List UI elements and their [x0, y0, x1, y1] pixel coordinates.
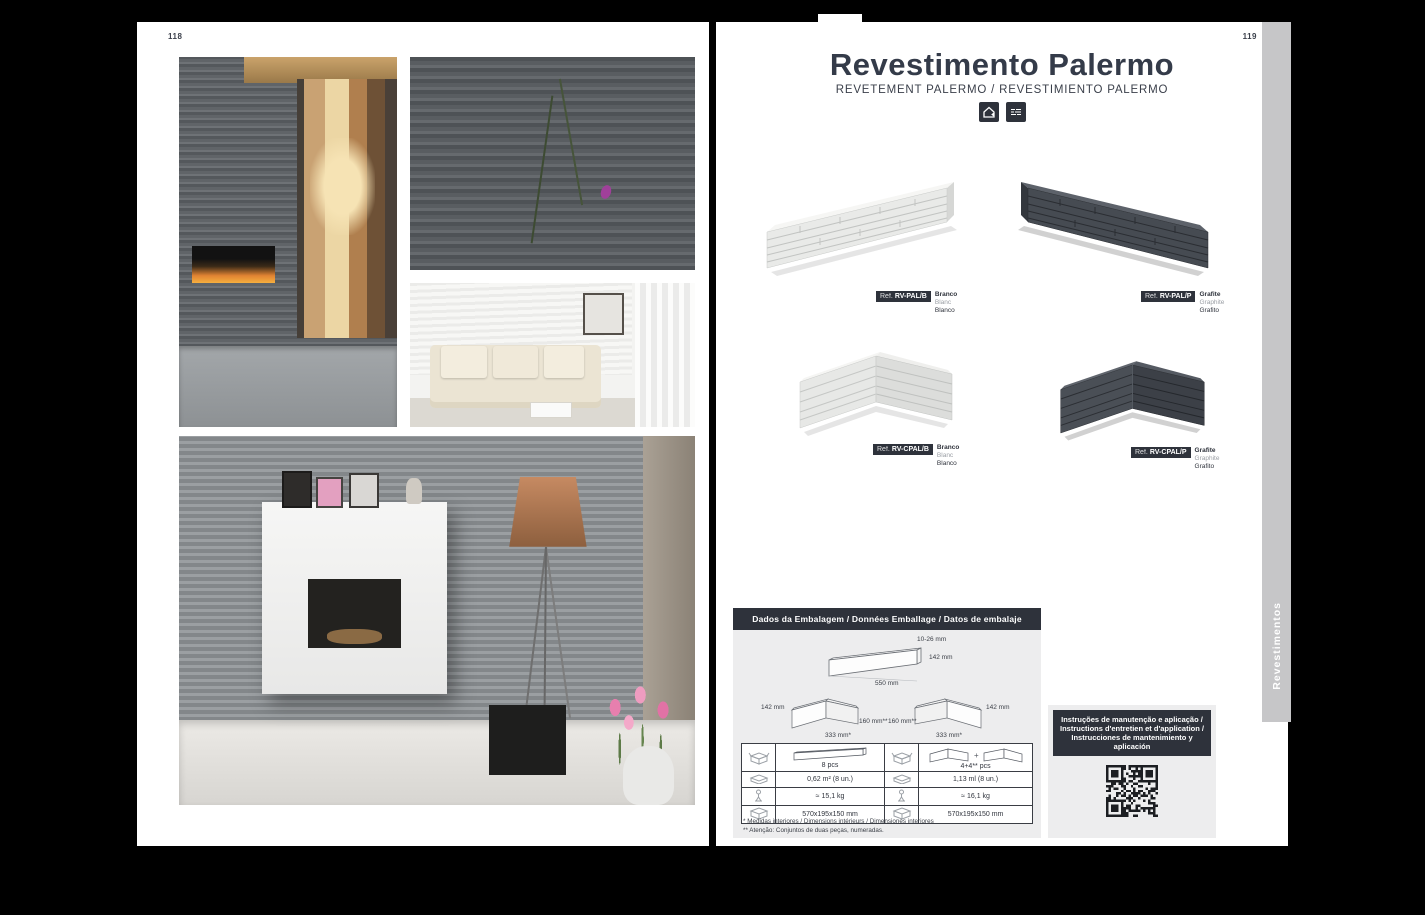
photo-sofa-cushion	[441, 346, 487, 378]
color-es: Grafito	[1199, 307, 1219, 314]
color-names	[1195, 447, 1220, 471]
photo-room-light	[310, 138, 375, 234]
color-es: Grafito	[1194, 463, 1215, 470]
weight-flat	[776, 788, 885, 806]
footnote-dimensions: * Medidas interiores / Dimensions intérieurs / Dimensiones interiores	[743, 818, 934, 825]
product-ref-rv-cpal-b	[873, 444, 959, 468]
weight-corner	[919, 788, 1033, 806]
ref-prefix: Ref.	[880, 293, 893, 300]
page-number-left: 118	[168, 32, 183, 41]
ref-badge	[1131, 447, 1191, 458]
ref-badge	[873, 444, 933, 455]
product-title: Revestimento Palermo	[829, 47, 1175, 82]
photo-sofa-cushion	[493, 346, 539, 378]
diagram-flat-piece	[825, 646, 927, 684]
value-text: ≈ 16,1 kg	[961, 793, 990, 800]
photo-vase	[623, 746, 675, 805]
surface-stack-icon	[884, 772, 918, 788]
color-es: Blanco	[934, 307, 955, 314]
color-pt: Branco	[934, 291, 958, 298]
page-edge-notch	[818, 14, 862, 23]
ref-code: RV-CPAL/P	[1149, 449, 1187, 456]
pieces-per-box-flat	[776, 744, 885, 772]
photo-mantel-frame	[349, 473, 379, 508]
color-names	[937, 444, 959, 468]
dim-flat-height: 142 mm	[929, 654, 953, 661]
catalog-left-page	[137, 22, 709, 846]
product-image-flat-branco	[755, 170, 965, 290]
ref-code: RV-CPAL/B	[891, 446, 929, 453]
color-es: Blanco	[936, 460, 957, 467]
photo-mantel-frame	[316, 477, 343, 509]
coverage-corner	[919, 772, 1033, 788]
photo-fire-logs	[327, 629, 383, 644]
qr-code	[1106, 765, 1158, 817]
ref-badge	[876, 291, 931, 302]
photo-lamp-leg	[544, 547, 548, 720]
photo-sofa-cushion	[544, 346, 584, 378]
photo-black-cube-table	[489, 705, 566, 775]
diagram-corner-left	[788, 696, 862, 732]
photo-fireplace-interior	[179, 57, 397, 427]
page-number-right: 119	[1242, 32, 1257, 41]
dim-flat-length: 550 mm	[875, 680, 899, 687]
table-row	[742, 788, 1033, 806]
weight-scale-icon	[742, 788, 776, 806]
value-text: 4+4** pcs	[960, 763, 991, 770]
product-image-corner-grafite	[1048, 348, 1216, 450]
svg-text:+: +	[973, 751, 979, 760]
dim-corner-height-right: 142 mm	[986, 704, 1010, 711]
footnote-sets: ** Atenção: Conjuntos de duas peças, numeradas.	[743, 827, 884, 834]
photo-fireplace-insert	[192, 246, 275, 283]
open-box-icon	[884, 744, 918, 772]
photo-livingroom-interior	[179, 436, 695, 805]
color-fr: Graphite	[1194, 455, 1220, 462]
dim-corner-length-left: 333 mm*	[825, 732, 852, 739]
packaging-data-card	[733, 608, 1041, 838]
color-fr: Graphite	[1199, 299, 1225, 306]
photo-mantel-frame	[282, 471, 312, 508]
dim-flat-thickness: 10-26 mm	[917, 636, 947, 643]
dim-corner-depth-left: 160 mm**	[859, 718, 888, 725]
photo-orchid-detail	[410, 57, 695, 270]
product-ref-rv-pal-p	[1141, 291, 1224, 315]
color-fr: Blanc	[936, 452, 954, 459]
ref-badge	[1141, 291, 1195, 302]
catalog-right-page	[716, 22, 1288, 846]
color-pt: Grafite	[1194, 447, 1216, 454]
cladding-texture-icon	[1006, 102, 1026, 122]
ref-prefix: Ref.	[1145, 293, 1158, 300]
usage-icons	[716, 102, 1288, 122]
weight-scale-icon	[884, 788, 918, 806]
product-image-flat-grafite	[1010, 170, 1220, 290]
product-ref-rv-pal-b	[876, 291, 957, 315]
photo-wall-frame	[583, 293, 624, 334]
ref-prefix: Ref.	[1135, 449, 1148, 456]
value-text: 570x195x150 mm	[802, 811, 858, 818]
diagram-corner-right	[911, 696, 985, 732]
photo-lamp-shade	[509, 477, 586, 547]
ref-code: RV-PAL/P	[1159, 293, 1192, 300]
color-pt: Grafite	[1199, 291, 1221, 298]
section-tab-label: Revestimentos	[1270, 602, 1283, 690]
product-subtitle: REVETEMENT PALERMO / REVESTIMIENTO PALERMO	[835, 84, 1169, 96]
product-ref-rv-cpal-p	[1131, 447, 1219, 471]
coverage-flat	[776, 772, 885, 788]
pieces-per-box-corner	[919, 744, 1033, 772]
photo-mantel-jar	[406, 478, 421, 504]
dim-corner-depth-right: 160 mm**	[888, 718, 917, 725]
open-box-icon	[742, 744, 776, 772]
color-names	[935, 291, 957, 315]
value-text: 570x195x150 mm	[947, 811, 1004, 818]
surface-stack-icon	[742, 772, 776, 788]
instructions-card	[1048, 705, 1216, 838]
ref-code: RV-PAL/B	[894, 293, 927, 300]
photo-fireplace-panel	[262, 502, 448, 694]
value-text: 1,13 ml (8 un.)	[952, 776, 999, 783]
packaging-card-title: Dados da Embalagem / Données Emballage / Datos de embalaje	[733, 608, 1041, 630]
interior-application-icon	[979, 102, 999, 122]
table-row	[742, 744, 1033, 772]
value-text: 8 pcs	[821, 762, 839, 769]
instructions-title: Instruções de manutenção e aplicação / Instructions d'entretien et d'application / Instrucciones de mantenimiento y aplicación	[1053, 710, 1211, 756]
color-names	[1199, 291, 1224, 315]
photo-floor	[179, 346, 397, 427]
box-size-corner	[919, 806, 1033, 824]
packaging-table	[741, 743, 1033, 824]
dim-corner-height-left: 142 mm	[761, 704, 785, 711]
photo-side-table	[530, 402, 572, 418]
dim-corner-length-right: 333 mm*	[936, 732, 963, 739]
color-pt: Branco	[936, 444, 960, 451]
photo-lamp-leg	[545, 547, 571, 719]
photo-orchid-flowers	[410, 57, 695, 270]
value-text: 0,62 m² (8 un.)	[807, 776, 853, 783]
section-tab-revestimentos	[1262, 22, 1291, 722]
value-text: ≈ 15,1 kg	[815, 793, 845, 800]
table-row	[742, 772, 1033, 788]
ref-prefix: Ref.	[877, 446, 890, 453]
photo-curtain	[635, 283, 695, 427]
photo-sofa-interior	[410, 283, 695, 427]
product-image-corner-branco	[788, 338, 963, 446]
color-fr: Blanc	[934, 299, 952, 306]
